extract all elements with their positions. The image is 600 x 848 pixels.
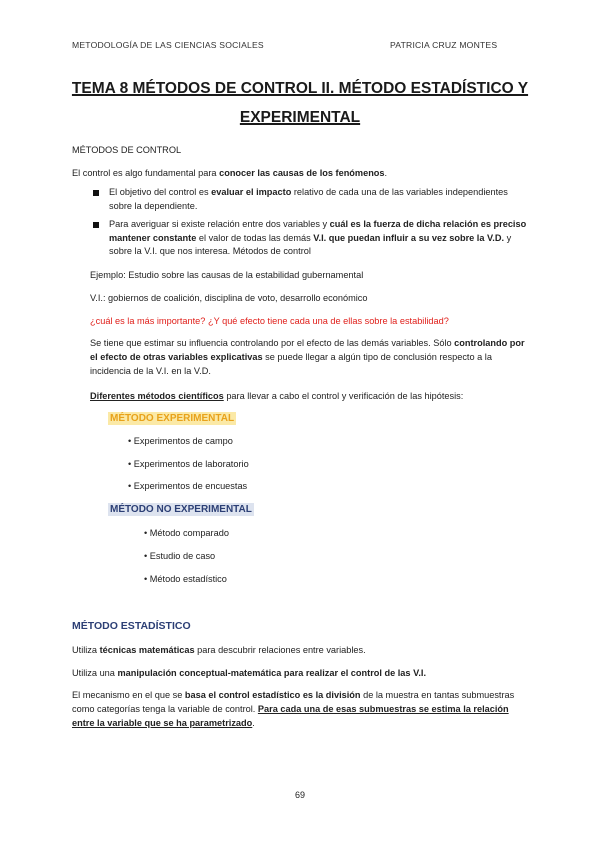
example-2: V.I.: gobiernos de coalición, disciplina de voto, desarrollo económico <box>90 293 368 303</box>
intro-paragraph: El control es algo fundamental para conocer las causas de los fenómenos. <box>72 168 388 178</box>
stat-paragraph-2: Utiliza una manipulación conceptual-matemática para realizar el control de las V.I. <box>72 668 427 678</box>
list-item: • Experimentos de laboratorio <box>128 459 249 469</box>
stat-paragraph-1: Utiliza técnicas matemáticas para descubrir relaciones entre variables. <box>72 645 366 655</box>
list-item: • Experimentos de campo <box>128 436 233 446</box>
bullet-2: Para averiguar si existe relación entre dos variables y cuál es la fuerza de dicha relación es preciso mantener constante el valor de todas las demás V.I. que puedan influir a su vez sobre la V.D. y sobre la V.I. que nos interesa. Métodos de control <box>109 219 527 256</box>
example-1: Ejemplo: Estudio sobre las causas de la estabilidad gubernamental <box>90 270 364 280</box>
list-item: • Método comparado <box>144 528 229 538</box>
non-experimental-method-label: MÉTODO NO EXPERIMENTAL <box>110 504 252 515</box>
bullet-1: El objetivo del control es evaluar el impacto relativo de cada una de las variables independientes sobre la dependiente. <box>109 187 508 211</box>
title-line-1: TEMA 8 MÉTODOS DE CONTROL II. MÉTODO ESTADÍSTICO Y <box>71 80 529 97</box>
question: ¿cuál es la más importante? ¿Y qué efecto tiene cada una de ellas sobre la estabilidad? <box>90 316 449 326</box>
header-left: METODOLOGÍA DE LAS CIENCIAS SOCIALES <box>72 40 264 50</box>
list-item: • Método estadístico <box>144 574 227 584</box>
page-number: 69 <box>294 790 305 800</box>
paragraph-2: Diferentes métodos científicos para llevar a cabo el control y verificación de las hipótesis: <box>90 391 464 401</box>
experimental-method-label: MÉTODO EXPERIMENTAL <box>110 413 235 424</box>
stat-paragraph-3: El mecanismo en el que se basa el control estadístico es la división de la muestra en tantas submuestras como categorías tenga la variable de control. Para cada una de esas submuestras se estima la relación entre la variable que se ha parametrizado. <box>72 690 515 728</box>
section-heading-statistical: MÉTODO ESTADÍSTICO <box>72 620 191 632</box>
title-line-2: EXPERIMENTAL <box>239 109 361 126</box>
header-right: PATRICIA CRUZ MONTES <box>390 40 498 50</box>
list-item: • Estudio de caso <box>144 551 216 561</box>
list-item: • Experimentos de encuestas <box>128 481 248 491</box>
paragraph-1: Se tiene que estimar su influencia controlando por el efecto de las demás variables. Sólo controlando por el efecto de otras variables explicativas se puede llegar a algún tipo de conclusión respecto a la incidencia de la V.I. en la V.D. <box>90 338 525 376</box>
subheading: MÉTODOS DE CONTROL <box>72 145 182 155</box>
